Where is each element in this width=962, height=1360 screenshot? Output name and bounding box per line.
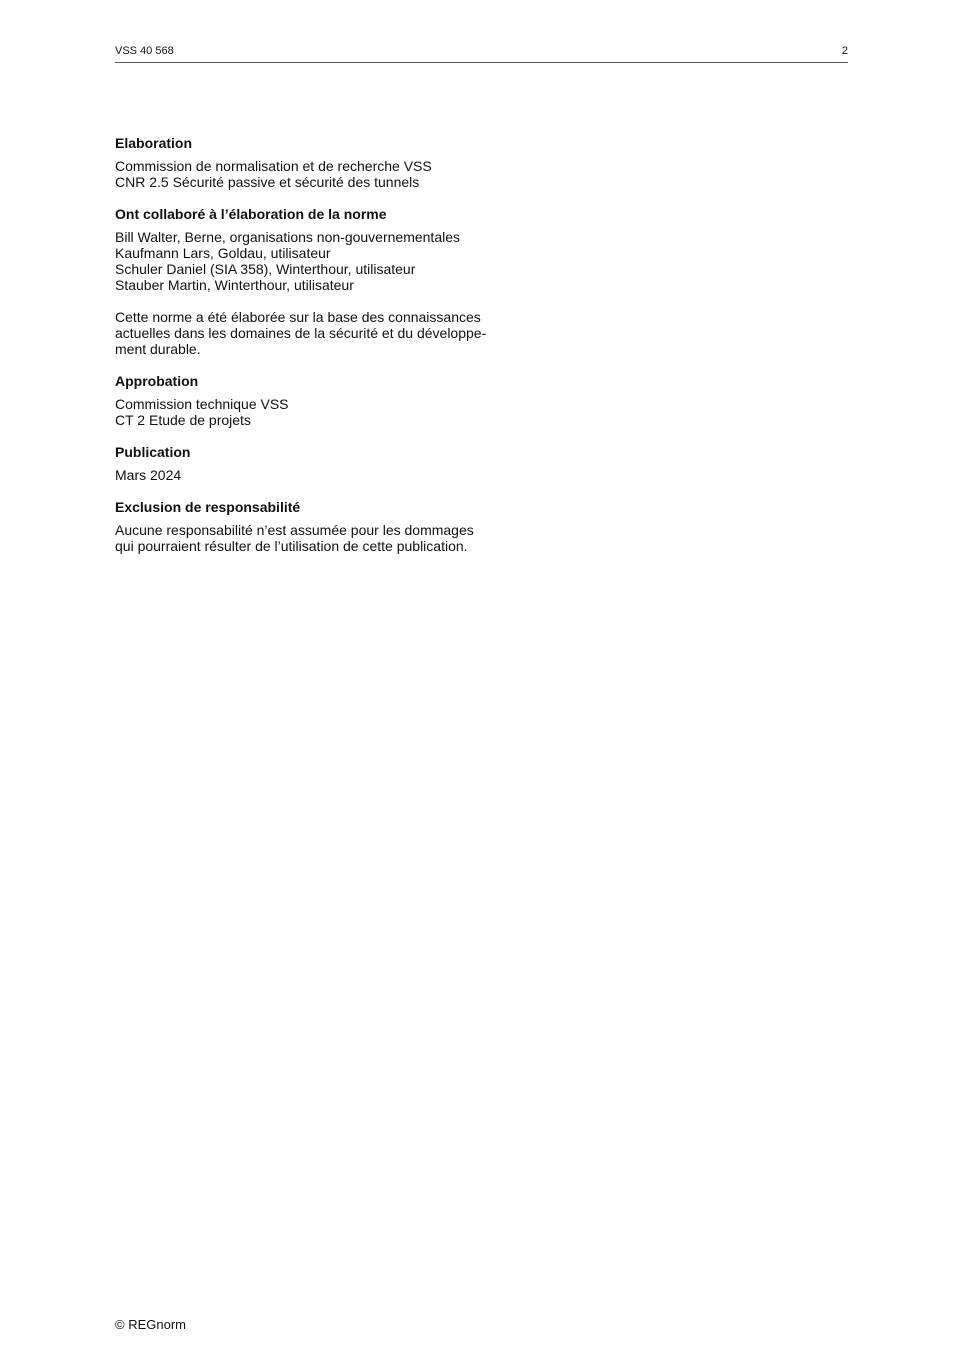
section-elaboration — [115, 135, 535, 190]
basis-line: ment durable. — [115, 341, 201, 357]
approbation-line: CT 2 Etude de projets — [115, 412, 251, 428]
basis-paragraph — [115, 309, 535, 357]
collaborator-line: Kaufmann Lars, Goldau, utilisateur — [115, 245, 331, 261]
exclusion-line: Aucune responsabilité n’est assumée pour les dommages — [115, 522, 474, 538]
section-title-approbation: Approbation — [115, 373, 199, 389]
copyright-footer: © REGnorm — [115, 1317, 186, 1332]
basis-line: Cette norme a été élaborée sur la base des connaissances — [115, 309, 481, 325]
elaboration-line: CNR 2.5 Sécurité passive et sécurité des tunnels — [115, 174, 420, 190]
basis-line: actuelles dans les domaines de la sécurité et du développe- — [115, 325, 487, 341]
section-approbation — [115, 373, 535, 428]
section-title-elaboration: Elaboration — [115, 135, 193, 151]
page-number: 2 — [841, 45, 848, 57]
publication-date: Mars 2024 — [115, 467, 182, 483]
document-body — [115, 135, 535, 570]
collaborator-line: Stauber Martin, Winterthour, utilisateur — [115, 277, 354, 293]
approbation-line: Commission technique VSS — [115, 396, 289, 412]
page-header — [115, 44, 848, 63]
elaboration-line: Commission de normalisation et de recherche VSS — [115, 158, 432, 174]
section-title-collaborators: Ont collaboré à l’élaboration de la norme — [115, 206, 387, 222]
exclusion-line: qui pourraient résulter de l’utilisation de cette publication. — [115, 538, 468, 554]
section-exclusion — [115, 499, 535, 554]
collaborator-line: Bill Walter, Berne, organisations non-gouvernementales — [115, 229, 461, 245]
section-title-publication: Publication — [115, 444, 191, 460]
section-title-exclusion: Exclusion de responsabilité — [115, 499, 301, 515]
document-id: VSS 40 568 — [115, 45, 174, 57]
section-collaborators — [115, 206, 535, 293]
collaborator-line: Schuler Daniel (SIA 358), Winterthour, utilisateur — [115, 261, 416, 277]
section-publication — [115, 444, 535, 483]
